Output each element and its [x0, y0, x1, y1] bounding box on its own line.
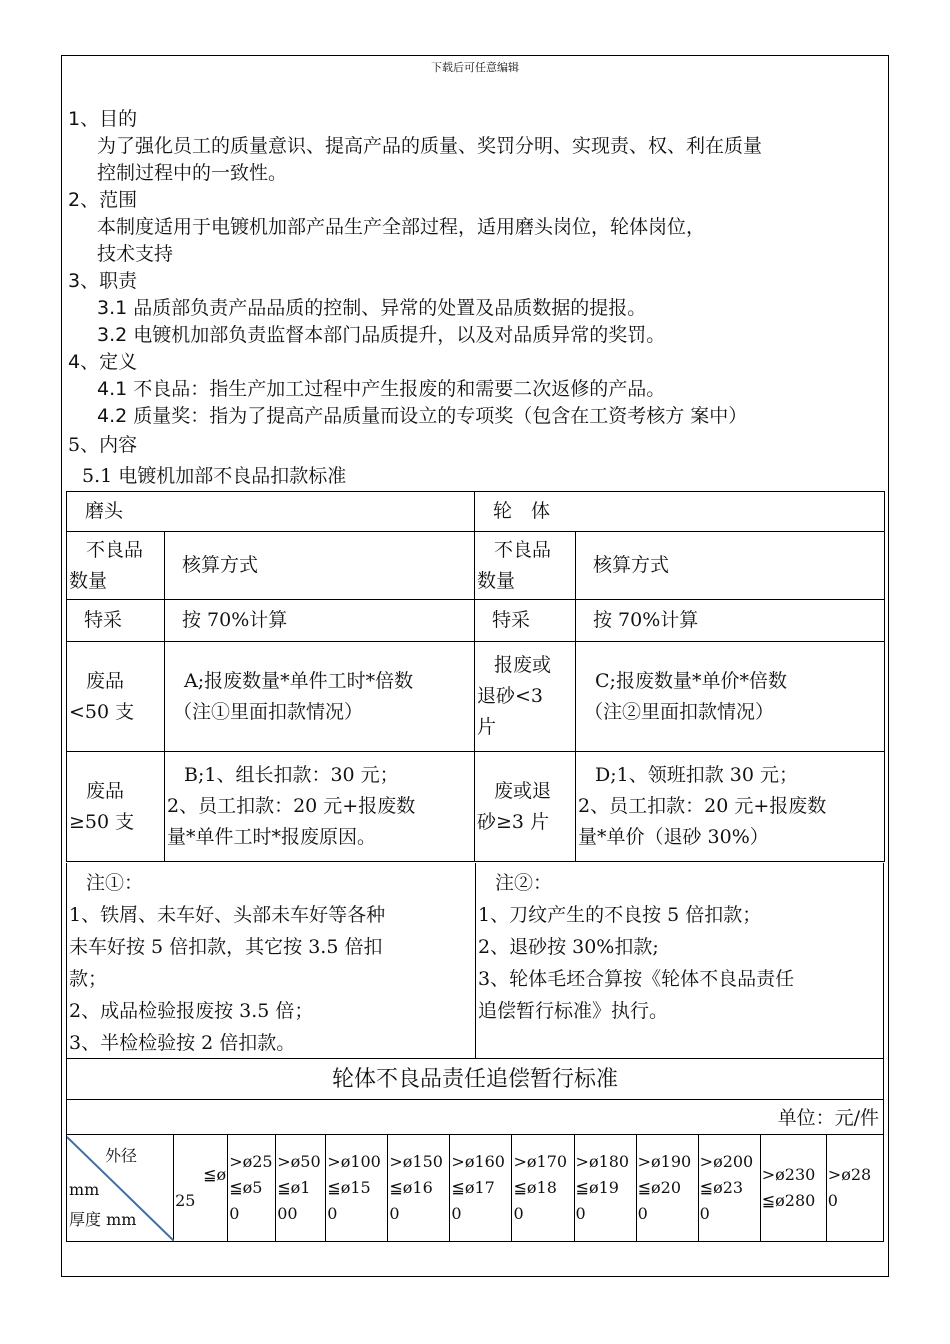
scrap-ge50-calc: B;1、组长扣款：30 元； 2、员工扣款：20 元+报废数 量*单件工时*报废原因。 [165, 752, 475, 862]
scrap-ge50-qty: 废品 ≥50 支 [67, 752, 165, 862]
note-2: 注②： 1、刀纹产生的不良按 5 倍扣款； 2、退砂按 30%扣款; 3、轮体毛坯合算按《轮体不良品责任 追偿暂行标准》执行。 [478, 872, 795, 1022]
section-2-title: 2、范围 [68, 189, 138, 211]
size-col-10: >ø200 ≦ø23 0 [698, 1135, 760, 1242]
notes-divider [475, 863, 476, 1058]
standard-title: 轮体不良品责任追偿暂行标准 [66, 1058, 884, 1099]
section-3-line-2: 3.2 电镀机加部负责监督本部门品质提升，以及对品质异常的奖罚。 [97, 324, 666, 346]
size-col-8: >ø180 ≦ø19 0 [574, 1135, 636, 1242]
special-right: 特采 [475, 600, 576, 642]
size-table [66, 1134, 884, 1242]
qty-header-right: 不良品 数量 [475, 532, 576, 600]
size-col-7: >ø170 ≦ø18 0 [512, 1135, 574, 1242]
size-col-12: >ø28 0 [826, 1135, 883, 1242]
size-col-6: >ø160 ≦ø17 0 [450, 1135, 512, 1242]
section-3-line-1: 3.1 品质部负责产品品质的控制、异常的处置及品质数据的提报。 [97, 297, 647, 319]
section-1-line-2: 控制过程中的一致性。 [97, 162, 288, 184]
grinding-head-header: 磨头 [67, 492, 475, 532]
size-col-9: >ø190 ≦ø20 0 [636, 1135, 698, 1242]
scrap-ge3-qty: 废或退 砂≥3 片 [475, 752, 576, 862]
size-col-1: ≦ø 25 [174, 1135, 228, 1242]
qty-header-left: 不良品 数量 [67, 532, 165, 600]
special-left: 特采 [67, 600, 165, 642]
header-note: 下载后可任意编辑 [431, 61, 519, 74]
scrap-lt3-qty: 报废或 退砂<3 片 [475, 642, 576, 752]
deduction-table [66, 491, 885, 862]
section-4-title: 4、定义 [68, 351, 138, 373]
scrap-lt3-calc: C;报废数量*单价*倍数 （注②里面扣款情况） [576, 642, 885, 752]
section-5-title: 5、内容 [68, 434, 138, 456]
scrap-ge3-calc: D;1、领班扣款 30 元； 2、员工扣款：20 元+报废数 量*单价（退砂 30%） [576, 752, 885, 862]
thickness-label: 厚度 mm [69, 1210, 137, 1229]
special-calc-left: 按 70%计算 [165, 600, 475, 642]
size-col-4: >ø100 ≦ø15 0 [326, 1135, 388, 1242]
section-3-title: 3、职责 [68, 270, 138, 292]
section-2-line-2: 技术支持 [97, 243, 174, 265]
unit-label: 单位：元/件 [66, 1099, 884, 1135]
mm-label: mm [69, 1180, 100, 1199]
section-4-line-1: 4.1 不良品：指生产加工过程中产生报废的和需要二次返修的产品。 [97, 378, 666, 400]
section-5-subtitle: 5.1 电镀机加部不良品扣款标准 [82, 465, 347, 487]
calc-header-left: 核算方式 [165, 532, 475, 600]
size-col-3: >ø50 ≦ø1 00 [276, 1135, 326, 1242]
scrap-lt50-calc: A;报废数量*单件工时*倍数 （注①里面扣款情况） [165, 642, 475, 752]
scrap-lt50-qty: 废品 <50 支 [67, 642, 165, 752]
section-1-title: 1、目的 [68, 108, 138, 130]
size-col-2: >ø25 ≦ø5 0 [228, 1135, 276, 1242]
corner-cell [67, 1135, 174, 1242]
section-1-line-1: 为了强化员工的质量意识、提高产品的质量、奖罚分明、实现责、权、利在质量 [97, 135, 763, 157]
wheel-body-header: 轮 体 [475, 492, 885, 532]
section-4-line-2: 4.2 质量奖：指为了提高产品质量而设立的专项奖（包含在工资考核方 案中） [97, 405, 748, 427]
outer-diameter-label: 外径 [105, 1146, 138, 1165]
special-calc-right: 按 70%计算 [576, 600, 885, 642]
size-col-11: >ø230 ≦ø280 [760, 1135, 826, 1242]
size-col-5: >ø150 ≦ø16 0 [388, 1135, 450, 1242]
notes-block [66, 863, 884, 1058]
section-2-line-1: 本制度适用于电镀机加部产品生产全部过程，适用磨头岗位，轮体岗位， [97, 216, 706, 238]
note-1: 注①： 1、铁屑、未车好、头部未车好等各种 未车好按 5 倍扣款，其它按 3.5 倍扣 款； 2、成品检验报废按 3.5 倍； 3、半检检验按 2 倍扣款。 [69, 872, 386, 1054]
calc-header-right: 核算方式 [576, 532, 885, 600]
